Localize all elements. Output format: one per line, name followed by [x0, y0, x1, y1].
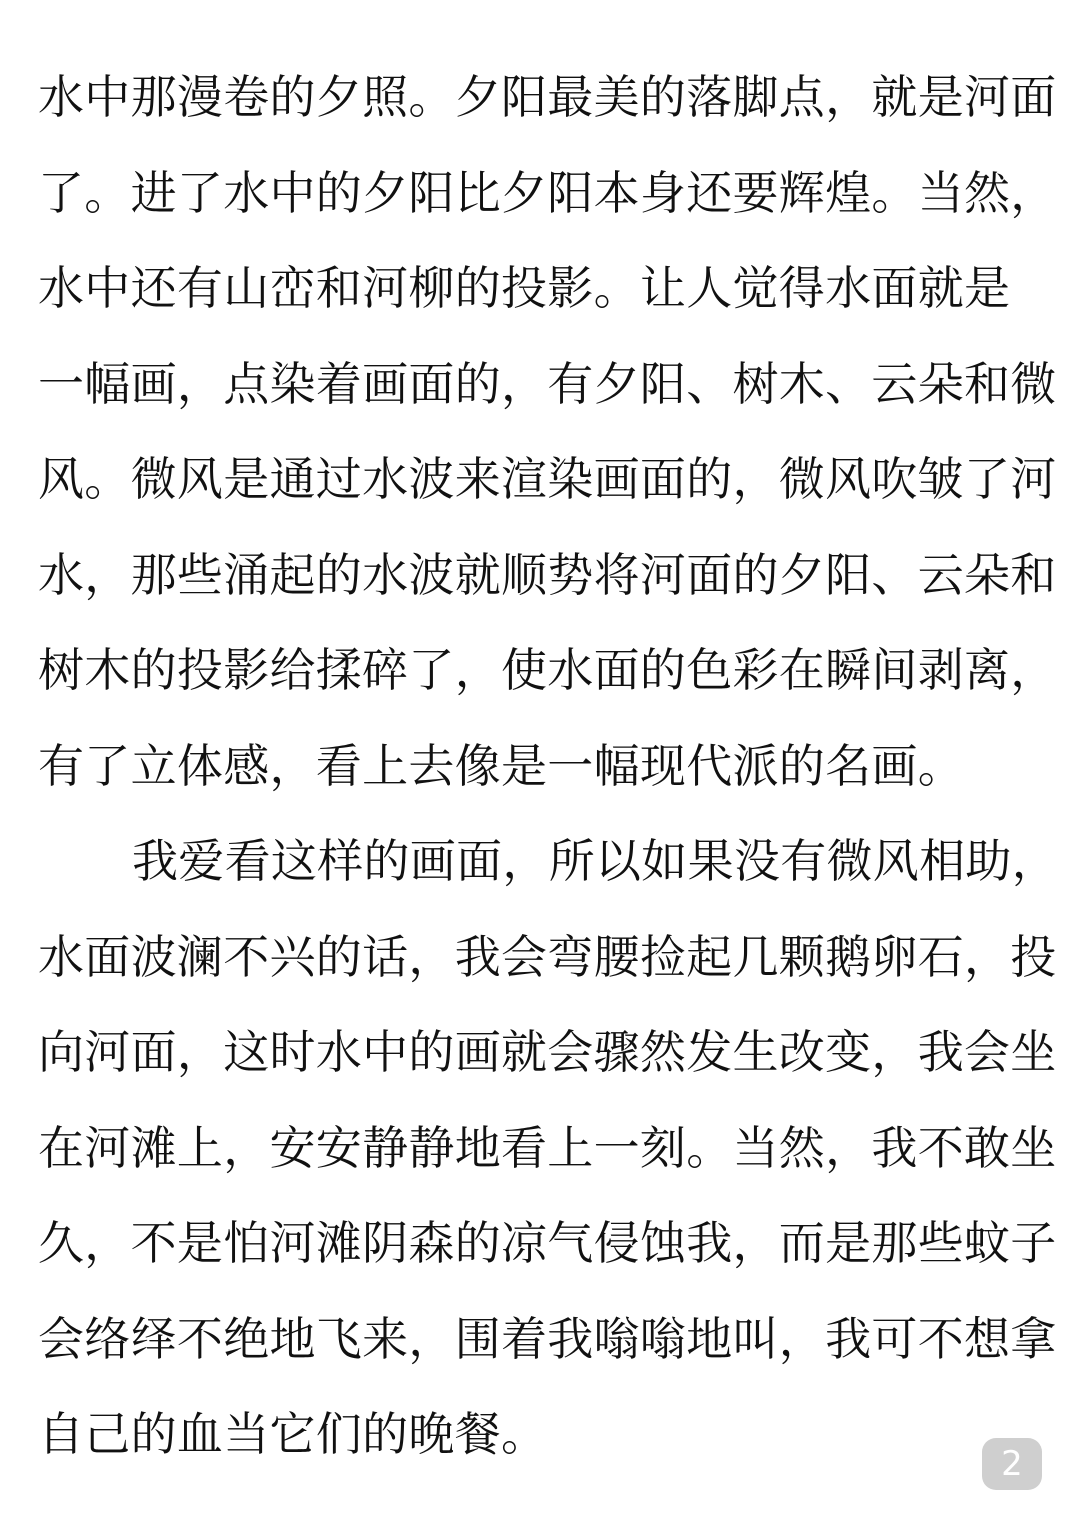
text-line: 水，那些涌起的水波就顺势将河面的夕阳、云朵和	[38, 547, 1057, 602]
text-line: 水面波澜不兴的话，我会弯腰捡起几颗鹅卵石，投	[38, 929, 1057, 984]
text-line: 自己的血当它们的晚餐。	[38, 1407, 548, 1461]
text-line: 水中那漫卷的夕照。夕阳最美的落脚点，就是河面	[38, 70, 1057, 124]
text-line: 树木的投影给揉碎了，使水面的色彩在瞬间剥离，	[38, 643, 1057, 697]
text-line: 水中还有山峦和河柳的投影。让人觉得水面就是	[38, 261, 1011, 315]
text-line: 在河滩上，安安静静地看上一刻。当然，我不敢坐	[38, 1120, 1057, 1175]
paragraph-2	[38, 814, 1058, 1483]
text-line: 会络绎不绝地飞来，围着我嗡嗡地叫，我可不想拿	[38, 1311, 1057, 1366]
text-line: 一幅画，点染着画面的，有夕阳、树木、云朵和微	[38, 356, 1057, 411]
text-line: 向河面，这时水中的画就会骤然发生改变，我会坐	[38, 1025, 1057, 1079]
text-line: 了。进了水中的夕阳比夕阳本身还要辉煌。当然，	[38, 165, 1057, 220]
text-line: 有了立体感，看上去像是一幅现代派的名画。	[38, 738, 964, 793]
text-page	[38, 50, 1058, 1483]
text-line: 久，不是怕河滩阴森的凉气侵蚀我，而是那些蚊子	[38, 1216, 1057, 1270]
page-number-badge: 2	[982, 1438, 1042, 1490]
text-line: 风。微风是通过水波来渲染画面的，微风吹皱了河	[38, 452, 1057, 506]
text-line: 我爱看这样的画面，所以如果没有微风相助，	[132, 834, 1058, 888]
paragraph-1	[38, 50, 1057, 814]
